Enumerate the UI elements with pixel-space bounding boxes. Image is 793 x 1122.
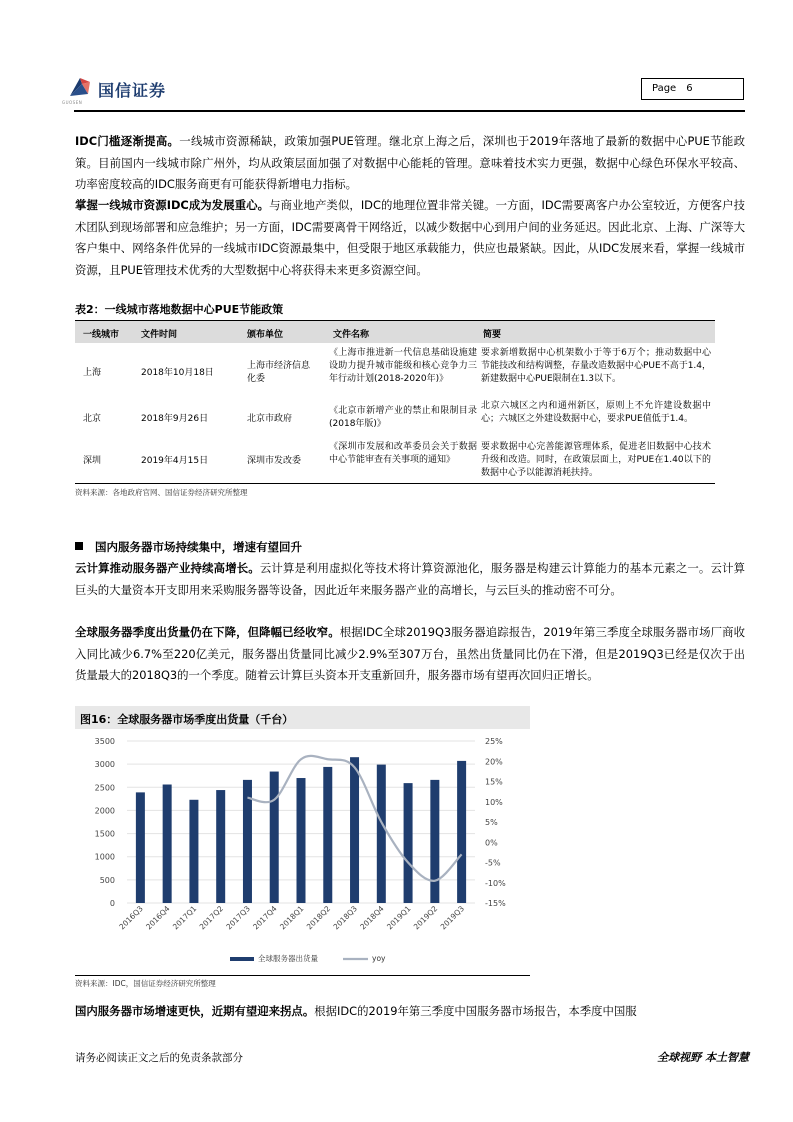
paragraph-body: 一线城市资源稀缺，政策加强PUE管理。继北京上海之后，深圳也于2019年落地了最新的数据中心PUE节能政策。目前国内一线城市除广州外，均从政策层面加强了对数据中心能耗的管理。意味着技术实力更强，数据中心绿色环保水平较高、功率密度较高的IDC服务商更有可能获得新增电力指标。 [75, 134, 745, 192]
cell-doc: 《深圳市发展和改革委员会关于数据中心节能审查有关事项的通知》 [329, 442, 477, 465]
paragraph-body: 云计算是利用虚拟化等技术将计算资源池化，服务器是构建云计算能力的基本元素之一。云计算巨头的大量资本开支即用来采购服务器等设备，因此近年来服务器产业的高增长，与云巨头的推动密不可分。 [75, 561, 745, 597]
y-right-tick-label: -10% [485, 878, 506, 888]
paragraph-body: 根据IDC全球2019Q3服务器追踪报告，2019年第三季度全球服务器市场厂商收入同比减少6.7%至220亿美元，服务器出货量同比减少2.9%至307万台，虽然出货量同比仍在下滑，但是2019Q3已经是仅次于出货量最大的2018Q3的一个季度。随着云计算巨头资本开支重新回升，服务器市场有望再次回归正增长。 [75, 625, 745, 683]
y-right-tick-label: 15% [485, 777, 503, 787]
x-tick-label: 2019Q2 [411, 904, 440, 932]
table-header-city: 一线城市 [83, 330, 120, 340]
legend-bar-swatch [230, 957, 254, 961]
paragraph-domestic-market [75, 1001, 745, 1023]
figure-bottom-rule [75, 975, 530, 976]
y-right-tick-label: 5% [485, 818, 498, 827]
bar [430, 780, 439, 903]
paragraph-body: 与商业地产类似，IDC的地理位置非常关键。一方面，IDC需要离客户办公室较近，方便客户技术团队到现场部署和应急维护；另一方面，IDC需要离骨干网络近，以减少数据中心到用户间的业务延迟。因此北京、上海、广深等大客户集中、网络条件优异的一线城市IDC资源最集中，但受限于地区承载能力，供应也最紧缺。因此，从IDC发展来看，掌握一线城市资源，且PUE管理技术优秀的大型数据中心将获得未来更多资源空间。 [75, 198, 746, 277]
section-title: 国内服务器市场持续集中，增速有望回升 [95, 540, 302, 554]
bar [457, 761, 466, 903]
y-left-tick-label: 3000 [94, 760, 115, 770]
page-label: Page [652, 83, 677, 94]
figure-title: 图16：全球服务器市场季度出货量（千台） [75, 706, 530, 729]
y-left-tick-label: 1000 [94, 852, 115, 862]
cell-doc: 《上海市推进新一代信息基础设施建设助力提升城市能级和核心竞争力三年行动计划(2018-2020年)》 [329, 348, 477, 384]
table-header-date: 文件时间 [141, 330, 178, 340]
paragraph-tier1-resources [75, 195, 745, 281]
y-right-tick-label: 10% [485, 797, 503, 807]
y-left-tick-label: 0 [109, 899, 115, 908]
page-number: 6 [686, 83, 693, 94]
header-divider [74, 110, 745, 112]
x-tick-label: 2018Q3 [331, 904, 359, 932]
cell-city: 深圳 [83, 456, 102, 466]
x-tick-label: 2017Q4 [251, 904, 279, 932]
cell-date: 2018年10月18日 [141, 368, 214, 378]
x-tick-label: 2017Q1 [170, 904, 199, 932]
y-right-tick-label: -15% [485, 899, 506, 908]
page-number-box [641, 78, 744, 100]
logo-sub: GUOSEN [62, 100, 83, 105]
paragraph-lead: 掌握一线城市资源IDC成为发展重心。 [75, 198, 270, 212]
table-row [75, 347, 715, 399]
bar [136, 792, 145, 903]
guosen-logo-icon [68, 76, 92, 98]
x-tick-label: 2016Q3 [117, 904, 145, 932]
cell-doc: 《北京市新增产业的禁止和限制目录(2018年版)》 [329, 406, 477, 429]
cell-summary: 要求数据中心完善能源管理体系，促进老旧数据中心技术升级和改造。同时，在政策层面上，对PUE在1.40以下的数据中心予以能源消耗扶持。 [481, 442, 711, 478]
bar [216, 790, 225, 903]
x-tick-label: 2018Q4 [358, 904, 386, 932]
cell-date: 2019年4月15日 [141, 456, 209, 466]
x-tick-label: 2019Q3 [438, 904, 467, 932]
y-right-tick-label: 20% [485, 757, 503, 767]
y-left-tick-label: 1500 [94, 829, 115, 839]
x-tick-label: 2019Q1 [385, 904, 413, 932]
footer-slogan: 全球视野 本土智慧 [657, 1051, 749, 1064]
footer-disclaimer: 请务必阅读正文之后的免责条款部分 [75, 1052, 243, 1064]
table-source: 资料来源：各地政府官网、国信证券经济研究所整理 [75, 488, 248, 497]
cell-agency: 上海市经济信息化委 [247, 361, 311, 384]
paragraph-body: 根据IDC的2019年第三季度中国服务器市场报告，本季度中国服 [314, 1004, 637, 1018]
table-row [75, 400, 715, 440]
bar [189, 800, 198, 903]
legend-bar-label: 全球服务器出货量 [258, 954, 318, 963]
paragraph-lead: 全球服务器季度出货量仍在下降，但降幅已经收窄。 [75, 625, 340, 639]
paragraph-lead: IDC门槛逐渐提高。 [75, 134, 180, 148]
paragraph-lead: 云计算推动服务器产业持续高增长。 [75, 561, 260, 575]
paragraph-global-shipments [75, 622, 745, 687]
company-logo [60, 72, 195, 112]
y-left-tick-label: 2500 [94, 783, 115, 793]
table-header-agency: 颁布单位 [247, 330, 284, 340]
table-header-summary: 简要 [483, 330, 502, 340]
x-tick-label: 2018Q1 [278, 904, 306, 932]
y-right-tick-label: 0% [485, 838, 498, 848]
bar [377, 765, 386, 903]
y-left-tick-label: 2000 [94, 806, 115, 816]
cell-date: 2018年9月26日 [141, 414, 209, 424]
bar [297, 778, 306, 903]
bar [323, 767, 332, 903]
bar [270, 772, 279, 903]
x-tick-label: 2017Q2 [197, 904, 226, 932]
paragraph-idc-threshold [75, 131, 745, 196]
figure-source: 资料来源：IDC，国信证券经济研究所整理 [75, 979, 216, 988]
cell-city: 北京 [83, 414, 102, 424]
table-bottom-rule [75, 483, 715, 484]
y-right-tick-label: 25% [485, 737, 503, 746]
server-shipment-chart [75, 729, 530, 975]
bar [163, 785, 172, 903]
table-header-row [75, 321, 715, 343]
y-left-tick-label: 500 [99, 875, 115, 885]
bar [350, 757, 359, 903]
cell-agency: 北京市政府 [247, 414, 293, 424]
cell-agency: 深圳市发改委 [247, 456, 302, 466]
legend-line-label: yoy [372, 954, 386, 963]
table-row [75, 441, 715, 483]
cell-summary: 北京六城区之内和通州新区，原则上不允许建设数据中心；六城区之外建设数据中心，要求PUE值低于1.4。 [481, 401, 711, 424]
x-tick-label: 2016Q4 [144, 904, 172, 932]
x-tick-label: 2017Q3 [224, 904, 252, 932]
bar [404, 783, 413, 903]
section-heading [75, 539, 302, 555]
paragraph-lead: 国内服务器市场增速更快，近期有望迎来拐点。 [75, 1004, 315, 1018]
cell-summary: 要求新增数据中心机架数小于等于6万个；推动数据中心节能技改和结构调整，存量改造数据中心PUE不高于1.4，新建数据中心PUE限制在1.3以下。 [481, 348, 712, 384]
x-tick-label: 2018Q2 [304, 904, 333, 932]
y-left-tick-label: 3500 [94, 737, 115, 746]
logo-name: 国信证券 [98, 81, 167, 100]
table-header-doc: 文件名称 [333, 330, 370, 340]
table-caption: 表2：一线城市落地数据中心PUE节能政策 [75, 303, 284, 316]
square-bullet-icon [75, 542, 83, 550]
y-right-tick-label: -5% [485, 858, 501, 868]
cell-city: 上海 [83, 368, 102, 378]
paragraph-cloud-computing [75, 558, 745, 601]
